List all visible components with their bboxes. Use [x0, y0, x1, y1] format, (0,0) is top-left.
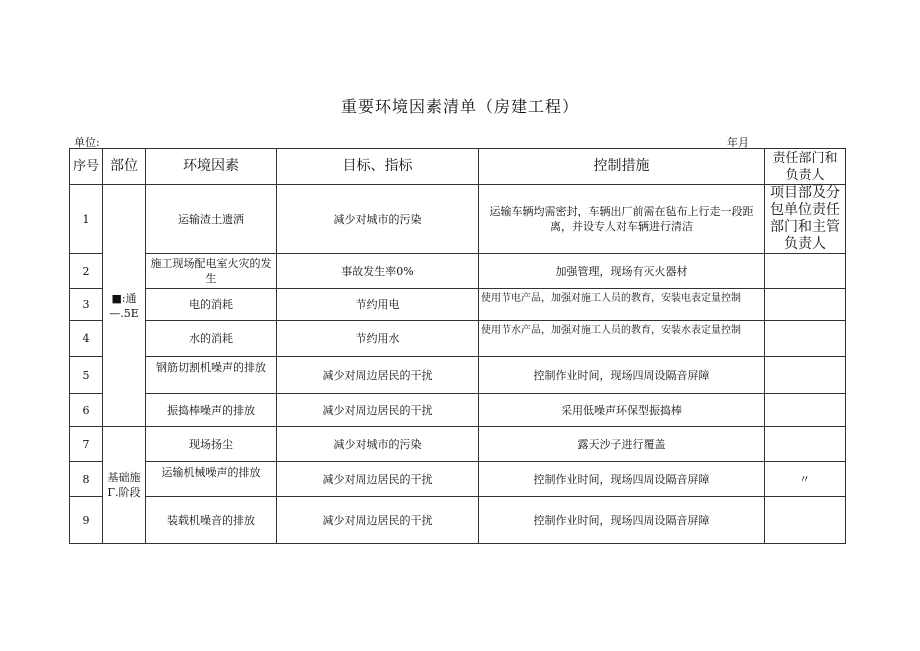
header-resp: 责任部门和负责人 [765, 149, 846, 185]
row-target: 节约用电 [277, 289, 479, 321]
header-factor: 环境因素 [146, 149, 277, 185]
header-target: 目标、指标 [277, 149, 479, 185]
row-resp [765, 357, 846, 394]
row-seq: 6 [70, 394, 103, 427]
row-seq: 8 [70, 462, 103, 497]
row-measure: 加强管理，现场有灭火器材 [479, 254, 765, 289]
row-factor: 钢筋切割机噪声的排放 [146, 357, 277, 394]
row-measure: 露天沙子进行覆盖 [479, 427, 765, 462]
header-seq: 序号 [70, 149, 103, 185]
group-cell: ■:通—.5E [103, 185, 146, 427]
table-header-row [70, 149, 846, 185]
row-factor: 现场扬尘 [146, 427, 277, 462]
row-measure: 控制作业时间，现场四周设隔音屏障 [479, 357, 765, 394]
row-target: 减少对周边居民的干扰 [277, 497, 479, 544]
row-factor: 施工现场配电室火灾的发生 [146, 254, 277, 289]
row-factor: 运输机械噪声的排放 [146, 462, 277, 497]
row-seq: 4 [70, 321, 103, 357]
table-row [70, 357, 846, 394]
row-target: 减少对城市的污染 [277, 427, 479, 462]
row-measure: 运输车辆均需密封，车辆出厂前需在毡布上行走一段距离，并设专人对车辆进行清洁 [479, 185, 765, 254]
row-resp [765, 427, 846, 462]
table-row [70, 321, 846, 357]
row-factor: 振捣棒噪声的排放 [146, 394, 277, 427]
row-resp [765, 289, 846, 321]
row-target: 减少对城市的污染 [277, 185, 479, 254]
environment-factor-table [69, 148, 846, 544]
row-measure: 使用节电产品，加强对施工人员的教育，安装电表定量控制 [479, 289, 765, 321]
row-seq: 1 [70, 185, 103, 254]
row-factor: 电的消耗 [146, 289, 277, 321]
row-resp [765, 497, 846, 544]
group-cell: 基础施Γ.阶段 [103, 427, 146, 544]
row-seq: 2 [70, 254, 103, 289]
row-measure: 采用低噪声环保型振捣棒 [479, 394, 765, 427]
table-row [70, 497, 846, 544]
row-factor: 运输渣土遗洒 [146, 185, 277, 254]
row-target: 节约用水 [277, 321, 479, 357]
table-row [70, 462, 846, 497]
date-label: 年月 [727, 136, 749, 149]
row-target: 减少对周边居民的干扰 [277, 394, 479, 427]
row-measure: 控制作业时间，现场四周设隔音屏障 [479, 497, 765, 544]
row-target: 减少对周边居民的干扰 [277, 462, 479, 497]
row-resp [765, 254, 846, 289]
header-measure: 控制措施 [479, 149, 765, 185]
row-resp [765, 321, 846, 357]
row-resp: 项目部及分包单位责任部门和主管负责人 [765, 185, 846, 254]
header-dept: 部位 [103, 149, 146, 185]
row-target: 减少对周边居民的干扰 [277, 357, 479, 394]
row-resp: 〃 [765, 462, 846, 497]
unit-label: 单位: [74, 136, 100, 149]
table-row [70, 427, 846, 462]
row-seq: 3 [70, 289, 103, 321]
row-target: 事故发生率0% [277, 254, 479, 289]
row-seq: 7 [70, 427, 103, 462]
page-title: 重要环境因素清单（房建工程） [340, 97, 579, 116]
table-row [70, 394, 846, 427]
row-factor: 装载机噪音的排放 [146, 497, 277, 544]
table-row [70, 254, 846, 289]
row-measure: 控制作业时间，现场四周设隔音屏障 [479, 462, 765, 497]
row-seq: 5 [70, 357, 103, 394]
row-factor: 水的消耗 [146, 321, 277, 357]
table-row [70, 289, 846, 321]
row-resp [765, 394, 846, 427]
table-row [70, 185, 846, 254]
row-measure: 使用节水产品，加强对施工人员的教育，安装水表定量控制 [479, 321, 765, 357]
row-seq: 9 [70, 497, 103, 544]
